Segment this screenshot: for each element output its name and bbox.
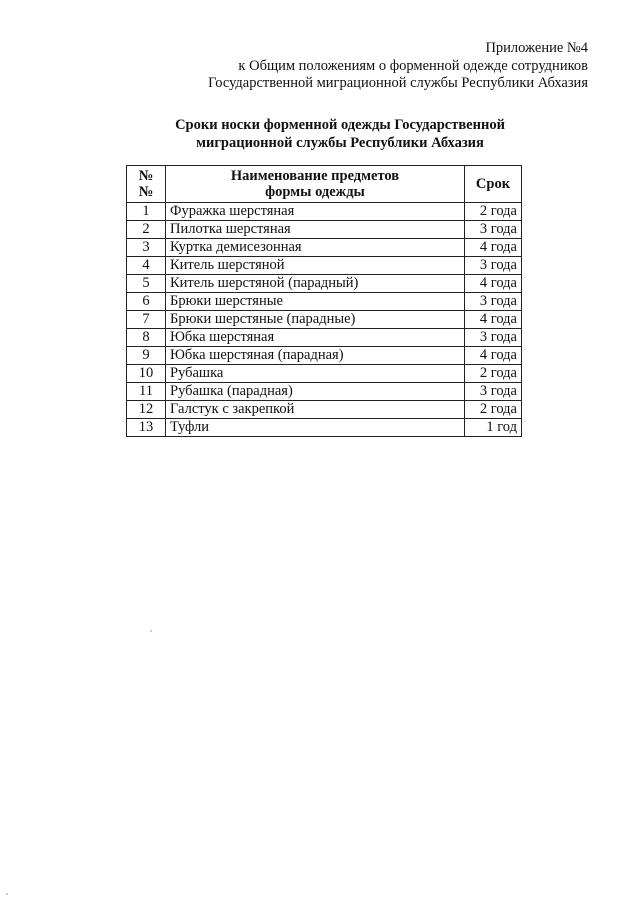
header-item-name — [166, 166, 465, 203]
scan-speck — [6, 893, 8, 895]
row-item-name: Туфли — [166, 419, 465, 437]
appendix-organization: Государственной миграционной службы Республики Абхазия — [208, 75, 588, 91]
table-row — [127, 203, 522, 221]
row-term: 2 года — [465, 203, 522, 221]
header-item-name-line-1: Наименование предметов — [230, 168, 400, 184]
row-number: 3 — [127, 239, 166, 257]
row-term: 1 год — [465, 419, 522, 437]
row-term: 4 года — [465, 311, 522, 329]
row-term: 2 года — [465, 365, 522, 383]
row-number: 6 — [127, 293, 166, 311]
row-term: 3 года — [465, 383, 522, 401]
table-row — [127, 419, 522, 437]
row-term: 2 года — [465, 401, 522, 419]
table-row — [127, 383, 522, 401]
row-item-name: Куртка демисезонная — [166, 239, 465, 257]
row-item-name: Рубашка (парадная) — [166, 383, 465, 401]
appendix-reference: к Общим положениям о форменной одежде сотрудников — [238, 57, 588, 74]
row-item-name: Пилотка шерстяная — [166, 221, 465, 239]
appendix-header — [208, 40, 588, 93]
table-row — [127, 257, 522, 275]
table-row — [127, 347, 522, 365]
row-number: 13 — [127, 419, 166, 437]
table-body — [127, 203, 522, 437]
row-item-name: Фуражка шерстяная — [166, 203, 465, 221]
header-number — [127, 166, 166, 203]
appendix-number: Приложение №4 — [485, 40, 588, 56]
uniform-terms-table — [126, 165, 522, 437]
table-row — [127, 221, 522, 239]
row-number: 8 — [127, 329, 166, 347]
table-row — [127, 365, 522, 383]
title-line-2: миграционной службы Республики Абхазия — [196, 135, 484, 151]
row-term: 4 года — [465, 275, 522, 293]
scan-speck — [150, 630, 152, 632]
row-item-name: Галстук с закрепкой — [166, 401, 465, 419]
row-number: 7 — [127, 311, 166, 329]
title-line-1: Сроки носки форменной одежды Государственной — [175, 117, 505, 133]
row-item-name: Юбка шерстяная (парадная) — [166, 347, 465, 365]
row-number: 9 — [127, 347, 166, 365]
header-number-line-1: № — [138, 168, 154, 184]
row-term: 3 года — [465, 329, 522, 347]
header-number-line-2: № — [138, 184, 154, 200]
row-number: 1 — [127, 203, 166, 221]
table-row — [127, 275, 522, 293]
row-item-name: Китель шерстяной — [166, 257, 465, 275]
row-term: 3 года — [465, 293, 522, 311]
table-row — [127, 239, 522, 257]
table-header-row — [127, 166, 522, 203]
header-term: Срок — [465, 166, 522, 203]
row-number: 10 — [127, 365, 166, 383]
row-number: 4 — [127, 257, 166, 275]
row-term: 4 года — [465, 239, 522, 257]
table-row — [127, 329, 522, 347]
row-term: 4 года — [465, 347, 522, 365]
document-title — [0, 116, 640, 152]
row-number: 11 — [127, 383, 166, 401]
table-row — [127, 401, 522, 419]
row-item-name: Юбка шерстяная — [166, 329, 465, 347]
row-item-name: Рубашка — [166, 365, 465, 383]
header-item-name-line-2: формы одежды — [265, 184, 365, 200]
row-item-name: Брюки шерстяные — [166, 293, 465, 311]
row-term: 3 года — [465, 257, 522, 275]
row-number: 2 — [127, 221, 166, 239]
row-item-name: Брюки шерстяные (парадные) — [166, 311, 465, 329]
row-item-name: Китель шерстяной (парадный) — [166, 275, 465, 293]
table-row — [127, 311, 522, 329]
row-number: 5 — [127, 275, 166, 293]
row-number: 12 — [127, 401, 166, 419]
table-row — [127, 293, 522, 311]
row-term: 3 года — [465, 221, 522, 239]
